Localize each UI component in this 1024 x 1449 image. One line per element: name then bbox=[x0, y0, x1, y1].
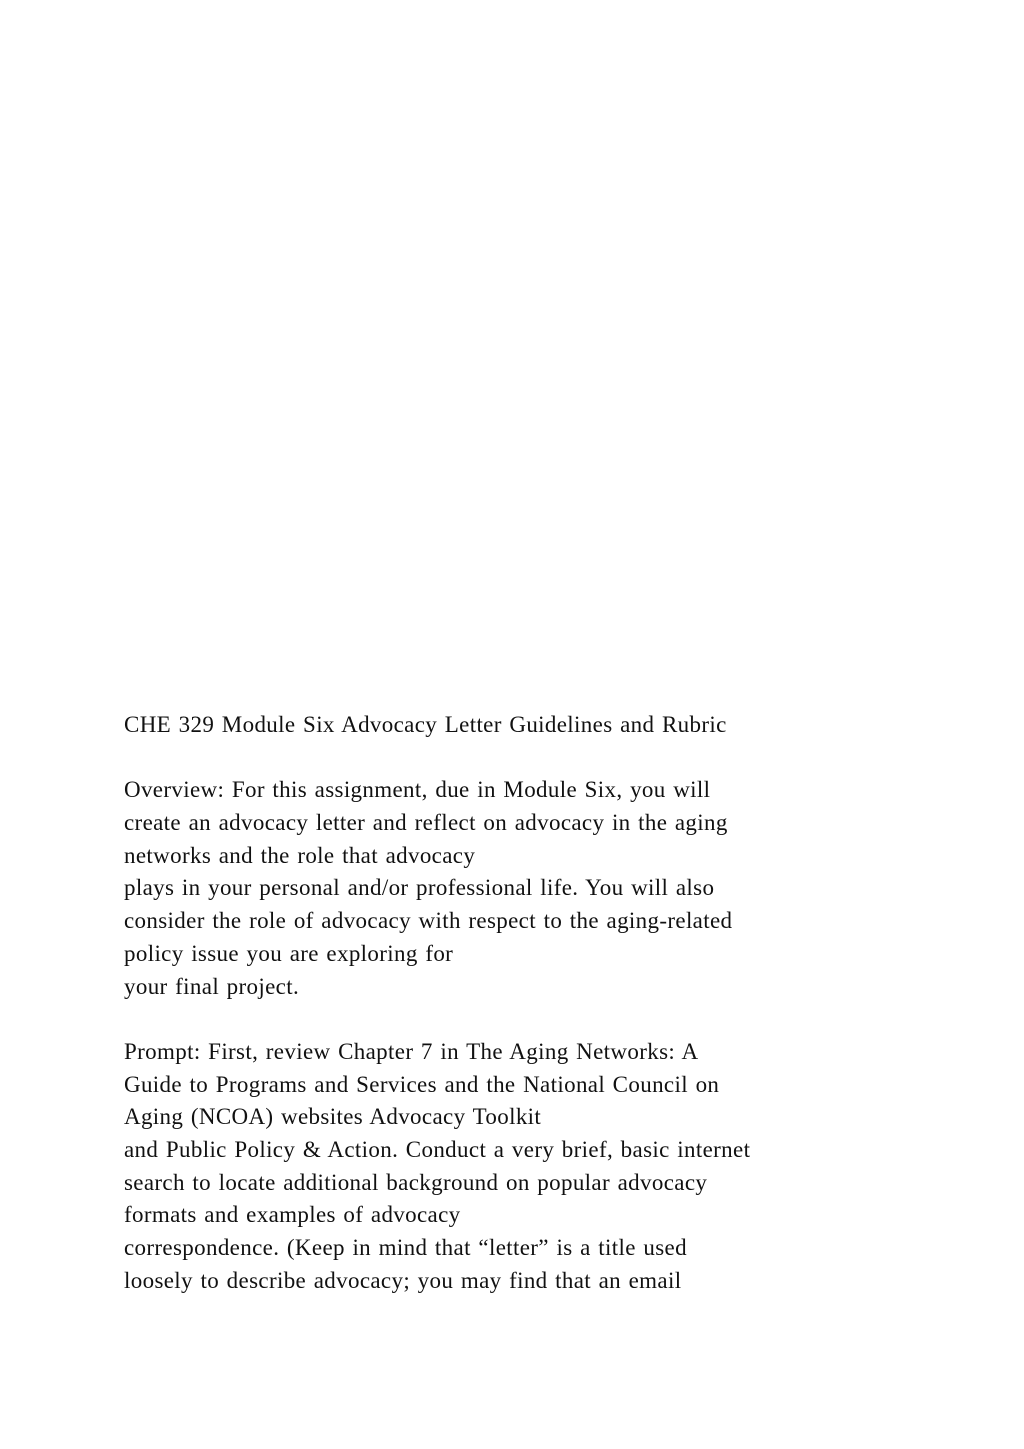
prompt-line: formats and examples of advocacy bbox=[124, 1202, 461, 1228]
prompt-line: correspondence. (Keep in mind that “letter” is a title used bbox=[124, 1235, 687, 1260]
overview-line: plays in your personal and/or professional life. You will also bbox=[124, 875, 715, 901]
overview-line: Overview: For this assignment, due in Module Six, you will bbox=[124, 777, 711, 803]
overview-line: consider the role of advocacy with respect to the aging-related bbox=[124, 908, 733, 934]
prompt-line: Guide to Programs and Services and the National Council on bbox=[124, 1071, 720, 1097]
overview-paragraph bbox=[124, 774, 924, 1003]
prompt-line: and Public Policy & Action. Conduct a very brief, basic internet bbox=[124, 1136, 751, 1162]
overview-line: create an advocacy letter and reflect on advocacy in the aging bbox=[124, 810, 728, 836]
prompt-line: loosely to describe advocacy; you may find that an email bbox=[124, 1267, 682, 1293]
overview-line: your final project. bbox=[124, 973, 300, 999]
paragraph-spacer bbox=[124, 742, 924, 775]
paragraph-spacer bbox=[124, 1003, 924, 1036]
prompt-line: search to locate additional background on popular advocacy bbox=[124, 1169, 708, 1195]
overview-line: policy issue you are exploring for bbox=[124, 940, 454, 966]
prompt-line: Prompt: First, review Chapter 7 in The Aging Networks: A bbox=[124, 1038, 699, 1064]
overview-line: networks and the role that advocacy bbox=[124, 842, 476, 868]
prompt-line: Aging (NCOA) websites Advocacy Toolkit bbox=[124, 1104, 542, 1130]
prompt-paragraph bbox=[124, 1036, 924, 1298]
document-body bbox=[124, 709, 924, 1297]
document-title: CHE 329 Module Six Advocacy Letter Guidelines and Rubric bbox=[124, 712, 727, 737]
